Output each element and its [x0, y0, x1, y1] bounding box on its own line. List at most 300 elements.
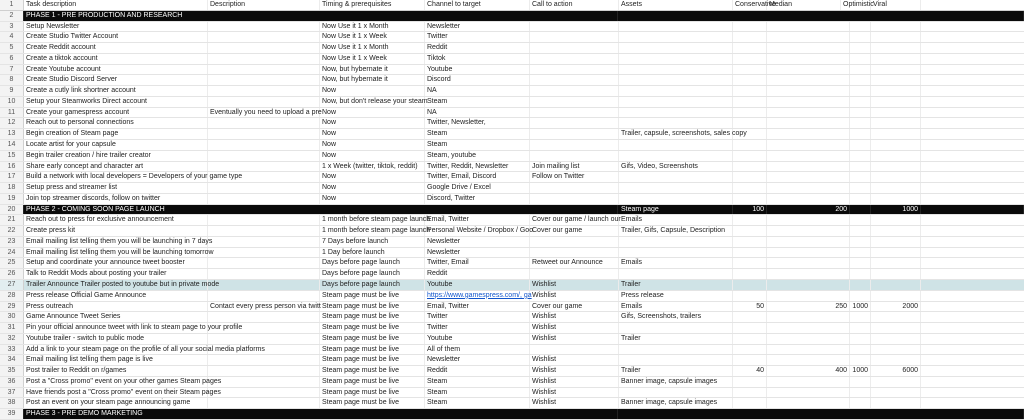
task-cell[interactable]: Email mailing list telling them page is live	[24, 355, 208, 365]
timing-cell[interactable]: Now	[320, 194, 425, 204]
viral-cell[interactable]	[871, 108, 921, 118]
assets-cell[interactable]	[619, 248, 733, 258]
task-cell[interactable]: Setup press and streamer list	[24, 183, 208, 193]
task-cell[interactable]: Create press kit	[24, 226, 208, 236]
row-number[interactable]: 3	[0, 22, 24, 32]
assets-cell[interactable]	[619, 140, 733, 150]
assets-cell[interactable]	[619, 183, 733, 193]
row-number[interactable]: 22	[0, 226, 24, 236]
timing-cell[interactable]: Steam page must be live	[320, 291, 425, 301]
row-number[interactable]: 15	[0, 151, 24, 161]
median-cell[interactable]	[767, 54, 850, 64]
optimistic-cell[interactable]	[850, 22, 871, 32]
empty-cell[interactable]	[921, 398, 1024, 408]
row-number[interactable]: 8	[0, 75, 24, 85]
median-cell[interactable]	[767, 237, 850, 247]
row-number[interactable]: 34	[0, 355, 24, 365]
viral-cell[interactable]	[871, 32, 921, 42]
empty-cell[interactable]	[921, 75, 1024, 85]
row-number[interactable]: 10	[0, 97, 24, 107]
optimistic-cell[interactable]	[850, 355, 871, 365]
timing-cell[interactable]: Now Use it 1 x Month	[320, 43, 425, 53]
conservative-cell[interactable]	[733, 269, 767, 279]
row-number[interactable]: 14	[0, 140, 24, 150]
channel-cell[interactable]: Twitter, Email	[425, 258, 530, 268]
channel-cell[interactable]: Steam	[425, 388, 530, 398]
row-number[interactable]: 27	[0, 280, 24, 290]
cta-cell[interactable]	[530, 151, 619, 161]
channel-cell[interactable]: Youtube	[425, 334, 530, 344]
timing-cell[interactable]: Now, but don't release your steam	[322, 97, 428, 105]
viral-cell[interactable]	[871, 43, 921, 53]
assets-cell[interactable]: Press release	[619, 291, 733, 301]
optimistic-cell[interactable]	[850, 258, 871, 268]
empty-cell[interactable]	[921, 194, 1024, 204]
cta-cell[interactable]	[530, 86, 619, 96]
description-cell[interactable]	[208, 183, 320, 193]
assets-cell[interactable]	[619, 388, 733, 398]
empty-cell[interactable]	[921, 162, 1024, 172]
task-cell[interactable]: Create Studio Twitter Account	[24, 32, 208, 42]
row-number[interactable]: 12	[0, 118, 24, 128]
empty-cell[interactable]	[921, 32, 1024, 42]
cta-cell[interactable]	[530, 65, 619, 75]
cta-cell[interactable]: Wishlist	[530, 366, 619, 376]
conservative-cell[interactable]	[733, 323, 767, 333]
timing-cell[interactable]: 1 month before steam page launch	[322, 227, 431, 235]
median-cell[interactable]	[767, 377, 850, 387]
header-timing[interactable]: Timing & prerequisites	[320, 0, 425, 10]
viral-cell[interactable]: 1000	[871, 205, 921, 215]
phase-title[interactable]: PHASE 1 - PRE PRODUCTION AND RESEARCH	[24, 11, 618, 21]
empty-cell[interactable]	[921, 388, 1024, 398]
channel-cell[interactable]: NA	[425, 108, 530, 118]
viral-cell[interactable]	[871, 54, 921, 64]
median-cell[interactable]	[767, 183, 850, 193]
cta-cell[interactable]: Wishlist	[530, 312, 619, 322]
cta-cell[interactable]: Wishlist	[530, 291, 619, 301]
median-cell[interactable]	[767, 280, 850, 290]
viral-cell[interactable]	[871, 97, 921, 107]
row-number[interactable]: 13	[0, 129, 24, 139]
timing-cell[interactable]: 1 month before steam page launch	[322, 216, 431, 224]
conservative-cell[interactable]	[733, 334, 767, 344]
cta-cell[interactable]	[530, 43, 619, 53]
row-number[interactable]: 33	[0, 345, 24, 355]
description-cell[interactable]	[208, 215, 320, 225]
task-cell[interactable]: Reach out to personal connections	[24, 118, 208, 128]
optimistic-cell[interactable]	[850, 312, 871, 322]
conservative-cell[interactable]: 50	[733, 302, 767, 312]
median-cell[interactable]	[767, 388, 850, 398]
channel-cell[interactable]	[425, 291, 530, 301]
cta-cell[interactable]: Wishlist	[530, 323, 619, 333]
conservative-cell[interactable]	[733, 129, 767, 139]
viral-cell[interactable]	[871, 140, 921, 150]
channel-cell[interactable]: Reddit	[425, 269, 530, 279]
median-cell[interactable]	[767, 97, 850, 107]
optimistic-cell[interactable]	[850, 345, 871, 355]
channel-cell[interactable]: Twitter	[425, 323, 530, 333]
assets-cell[interactable]: Emails	[619, 215, 733, 225]
cta-cell[interactable]: Cover our game	[530, 226, 619, 236]
conservative-cell[interactable]	[733, 108, 767, 118]
timing-cell[interactable]: Now Use it 1 x Week	[320, 32, 425, 42]
optimistic-cell[interactable]	[850, 172, 871, 182]
channel-cell[interactable]: All of them	[425, 345, 530, 355]
timing-cell[interactable]: Steam page must be live	[320, 398, 425, 408]
optimistic-cell[interactable]	[850, 334, 871, 344]
median-cell[interactable]	[767, 194, 850, 204]
viral-cell[interactable]	[871, 22, 921, 32]
description-cell[interactable]	[208, 54, 320, 64]
row-number[interactable]: 18	[0, 183, 24, 193]
assets-cell[interactable]: Trailer	[619, 334, 733, 344]
empty-cell[interactable]	[921, 334, 1024, 344]
description-cell[interactable]	[208, 118, 320, 128]
empty-cell[interactable]	[921, 226, 1024, 236]
description-cell[interactable]: Contact every press person via twitt	[210, 302, 321, 310]
empty-cell[interactable]	[921, 151, 1024, 161]
assets-cell[interactable]: Trailer, Gifs, Capsule, Description	[619, 226, 733, 236]
optimistic-cell[interactable]	[850, 162, 871, 172]
assets-cell[interactable]: Steam page	[619, 205, 733, 215]
optimistic-cell[interactable]	[850, 151, 871, 161]
optimistic-cell[interactable]	[850, 323, 871, 333]
viral-cell[interactable]	[871, 377, 921, 387]
assets-cell[interactable]	[619, 345, 733, 355]
timing-cell[interactable]: 1 Day before launch	[320, 248, 425, 258]
assets-cell[interactable]	[619, 54, 733, 64]
task-cell[interactable]: Join top streamer discords, follow on twitter	[24, 194, 208, 204]
optimistic-cell[interactable]	[850, 86, 871, 96]
conservative-cell[interactable]	[733, 86, 767, 96]
median-cell[interactable]	[767, 248, 850, 258]
optimistic-cell[interactable]	[850, 194, 871, 204]
timing-cell[interactable]: Steam page must be live	[320, 377, 425, 387]
row-number[interactable]: 5	[0, 43, 24, 53]
viral-cell[interactable]	[871, 323, 921, 333]
channel-cell[interactable]: Steam, youtube	[425, 151, 530, 161]
header-viral[interactable]: Viral	[871, 0, 921, 10]
description-cell[interactable]	[208, 258, 320, 268]
conservative-cell[interactable]	[733, 75, 767, 85]
row-number[interactable]: 6	[0, 54, 24, 64]
timing-cell[interactable]: Now	[320, 172, 425, 182]
description-cell[interactable]	[208, 280, 320, 290]
channel-cell[interactable]: Twitter, Newsletter,	[425, 118, 530, 128]
optimistic-cell[interactable]	[850, 226, 871, 236]
channel-cell[interactable]: Tiktok	[425, 54, 530, 64]
viral-cell[interactable]	[871, 388, 921, 398]
conservative-cell[interactable]	[733, 118, 767, 128]
row-number[interactable]: 4	[0, 32, 24, 42]
description-cell[interactable]	[208, 355, 320, 365]
channel-cell[interactable]: Youtube	[425, 65, 530, 75]
median-cell[interactable]	[767, 215, 850, 225]
empty-cell[interactable]	[921, 54, 1024, 64]
task-cell[interactable]: Setup your Steamworks Direct account	[24, 97, 208, 107]
viral-cell[interactable]	[871, 215, 921, 225]
row-number[interactable]: 26	[0, 269, 24, 279]
optimistic-cell[interactable]	[850, 248, 871, 258]
viral-cell[interactable]	[871, 194, 921, 204]
median-cell[interactable]	[767, 75, 850, 85]
header-description[interactable]: Description	[208, 0, 320, 10]
empty-cell[interactable]	[921, 323, 1024, 333]
optimistic-cell[interactable]	[850, 32, 871, 42]
optimistic-cell[interactable]	[850, 291, 871, 301]
description-cell[interactable]	[208, 226, 320, 236]
task-cell[interactable]: Locate artist for your capsule	[24, 140, 208, 150]
conservative-cell[interactable]	[733, 226, 767, 236]
median-cell[interactable]: 200	[767, 205, 850, 215]
viral-cell[interactable]	[871, 334, 921, 344]
median-cell[interactable]	[767, 22, 850, 32]
viral-cell[interactable]	[871, 355, 921, 365]
conservative-cell[interactable]	[733, 32, 767, 42]
assets-cell[interactable]: Banner image, capsule images	[619, 377, 733, 387]
optimistic-cell[interactable]	[850, 65, 871, 75]
assets-cell[interactable]	[619, 151, 733, 161]
empty-cell[interactable]	[921, 129, 1024, 139]
timing-cell[interactable]: Days before page launch	[320, 280, 425, 290]
row-number[interactable]: 19	[0, 194, 24, 204]
empty-cell[interactable]	[921, 248, 1024, 258]
cta-cell[interactable]	[530, 54, 619, 64]
assets-cell[interactable]	[619, 65, 733, 75]
median-cell[interactable]	[767, 323, 850, 333]
channel-cell[interactable]: Personal Website / Dropbox / Goo	[427, 227, 534, 235]
empty-cell[interactable]	[921, 291, 1024, 301]
empty-cell[interactable]	[921, 140, 1024, 150]
viral-cell[interactable]	[871, 398, 921, 408]
median-cell[interactable]	[767, 345, 850, 355]
cta-cell[interactable]: Wishlist	[530, 398, 619, 408]
description-cell[interactable]	[208, 291, 320, 301]
description-cell[interactable]	[208, 312, 320, 322]
optimistic-cell[interactable]	[850, 377, 871, 387]
description-cell[interactable]	[208, 162, 320, 172]
assets-cell[interactable]	[619, 75, 733, 85]
description-cell[interactable]	[208, 129, 320, 139]
row-number[interactable]: 2	[0, 11, 24, 21]
cta-cell[interactable]: Wishlist	[530, 334, 619, 344]
description-cell[interactable]	[208, 194, 320, 204]
timing-cell[interactable]: Days before page launch	[320, 258, 425, 268]
timing-cell[interactable]: Steam page must be live	[320, 323, 425, 333]
timing-cell[interactable]: Days before page launch	[320, 269, 425, 279]
cta-cell[interactable]	[530, 129, 619, 139]
conservative-cell[interactable]	[733, 388, 767, 398]
median-cell[interactable]	[767, 140, 850, 150]
row-number[interactable]: 1	[0, 0, 24, 10]
task-cell[interactable]: Press release Official Game Announce	[24, 291, 208, 301]
assets-cell[interactable]	[619, 118, 733, 128]
assets-cell[interactable]	[619, 22, 733, 32]
empty-cell[interactable]	[921, 11, 1024, 21]
viral-cell[interactable]	[871, 172, 921, 182]
empty-cell[interactable]	[921, 409, 1024, 419]
timing-cell[interactable]: Now	[320, 183, 425, 193]
assets-cell[interactable]	[619, 323, 733, 333]
header-optimistic[interactable]: Optimistic	[843, 1, 874, 8]
description-cell[interactable]	[208, 398, 320, 408]
channel-cell[interactable]: Discord	[425, 75, 530, 85]
cta-cell[interactable]	[530, 345, 619, 355]
median-cell[interactable]	[767, 355, 850, 365]
conservative-cell[interactable]	[733, 345, 767, 355]
timing-cell[interactable]: Now Use it 1 x Week	[320, 54, 425, 64]
task-cell[interactable]: Add a link to your steam page on the profile of all your social media platforms	[26, 345, 265, 353]
gamespress-link[interactable]: https://www.gamespress.com/, ga	[427, 291, 532, 299]
optimistic-cell[interactable]	[850, 269, 871, 279]
header-assets[interactable]: Assets	[619, 0, 733, 10]
cta-cell[interactable]	[530, 237, 619, 247]
task-cell[interactable]: Create a cutly link shortner account	[24, 86, 208, 96]
task-cell[interactable]: Post a "Cross promo" event on your other games Steam pages	[26, 377, 222, 385]
description-cell[interactable]	[208, 334, 320, 344]
row-number[interactable]: 32	[0, 334, 24, 344]
conservative-cell[interactable]	[733, 140, 767, 150]
description-cell[interactable]	[208, 43, 320, 53]
empty-cell[interactable]	[921, 205, 1024, 215]
empty-cell[interactable]	[921, 22, 1024, 32]
task-cell[interactable]: Setup Newsletter	[24, 22, 208, 32]
optimistic-cell[interactable]	[850, 205, 871, 215]
median-cell[interactable]	[767, 226, 850, 236]
task-cell[interactable]: Share early concept and character art	[24, 162, 208, 172]
cta-cell[interactable]	[530, 97, 619, 107]
task-cell[interactable]: Begin creation of Steam page	[24, 129, 208, 139]
conservative-cell[interactable]	[733, 162, 767, 172]
conservative-cell[interactable]	[733, 280, 767, 290]
row-number[interactable]: 38	[0, 398, 24, 408]
optimistic-cell[interactable]	[850, 118, 871, 128]
conservative-cell[interactable]	[733, 22, 767, 32]
header-empty[interactable]	[921, 0, 1024, 10]
task-cell[interactable]: Create Studio Discord Server	[24, 75, 208, 85]
channel-cell[interactable]: Steam	[425, 97, 530, 107]
timing-cell[interactable]: Steam page must be live	[320, 334, 425, 344]
phase-title[interactable]: PHASE 3 - PRE DEMO MARKETING	[24, 409, 618, 419]
viral-cell[interactable]	[871, 226, 921, 236]
cta-cell[interactable]: Join mailing list	[530, 162, 619, 172]
description-cell[interactable]	[208, 32, 320, 42]
empty-cell[interactable]	[921, 237, 1024, 247]
median-cell[interactable]: 250	[767, 302, 850, 312]
header-channel[interactable]: Channel to target	[425, 0, 530, 10]
timing-cell[interactable]: Steam page must be live	[320, 388, 425, 398]
viral-cell[interactable]	[871, 258, 921, 268]
channel-cell[interactable]: Twitter	[425, 312, 530, 322]
conservative-cell[interactable]	[733, 97, 767, 107]
empty-cell[interactable]	[921, 86, 1024, 96]
median-cell[interactable]	[767, 291, 850, 301]
row-number[interactable]: 37	[0, 388, 24, 398]
conservative-cell[interactable]	[733, 151, 767, 161]
channel-cell[interactable]: Newsletter	[425, 355, 530, 365]
timing-cell[interactable]: Steam page must be live	[320, 312, 425, 322]
conservative-cell[interactable]	[733, 258, 767, 268]
optimistic-cell[interactable]: 1000	[850, 302, 871, 312]
empty-cell[interactable]	[921, 366, 1024, 376]
header-task-description[interactable]: Task description	[24, 0, 208, 10]
median-cell[interactable]	[767, 65, 850, 75]
optimistic-cell[interactable]	[850, 280, 871, 290]
cta-cell[interactable]	[530, 194, 619, 204]
header-conservative[interactable]: Conservative	[735, 1, 776, 8]
viral-cell[interactable]	[871, 183, 921, 193]
conservative-cell[interactable]	[733, 172, 767, 182]
optimistic-cell[interactable]	[850, 43, 871, 53]
empty-cell[interactable]	[921, 312, 1024, 322]
description-cell[interactable]	[208, 151, 320, 161]
median-cell[interactable]	[767, 398, 850, 408]
assets-cell[interactable]: Emails	[619, 302, 733, 312]
median-cell[interactable]	[767, 129, 850, 139]
viral-cell[interactable]	[871, 312, 921, 322]
description-cell[interactable]	[208, 237, 320, 247]
cta-cell[interactable]	[530, 140, 619, 150]
median-cell[interactable]	[767, 32, 850, 42]
assets-cell[interactable]: Gifs, Screenshots, trailers	[619, 312, 733, 322]
description-cell[interactable]: Eventually you need to upload a pre	[210, 108, 322, 116]
description-cell[interactable]	[208, 86, 320, 96]
channel-cell[interactable]: Reddit	[425, 366, 530, 376]
empty-cell[interactable]	[921, 280, 1024, 290]
empty-cell[interactable]	[921, 183, 1024, 193]
median-cell[interactable]	[767, 162, 850, 172]
assets-cell[interactable]	[619, 108, 733, 118]
conservative-cell[interactable]	[733, 183, 767, 193]
timing-cell[interactable]: Now	[320, 151, 425, 161]
empty-cell[interactable]	[921, 215, 1024, 225]
description-cell[interactable]	[208, 65, 320, 75]
channel-cell[interactable]: NA	[425, 86, 530, 96]
timing-cell[interactable]: Steam page must be live	[320, 302, 425, 312]
task-cell[interactable]: Have friends post a "Cross promo" event on their Steam pages	[26, 388, 221, 396]
description-cell[interactable]	[208, 75, 320, 85]
conservative-cell[interactable]	[733, 312, 767, 322]
timing-cell[interactable]: 7 Days before launch	[320, 237, 425, 247]
cta-cell[interactable]: Cover our game / launch our	[532, 216, 621, 224]
description-cell[interactable]	[208, 323, 320, 333]
empty-cell[interactable]	[921, 377, 1024, 387]
row-number[interactable]: 11	[0, 108, 24, 118]
description-cell[interactable]	[208, 388, 320, 398]
channel-cell[interactable]: Reddit	[425, 43, 530, 53]
viral-cell[interactable]: 2000	[871, 302, 921, 312]
empty-cell[interactable]	[921, 258, 1024, 268]
viral-cell[interactable]	[871, 280, 921, 290]
viral-cell[interactable]	[871, 162, 921, 172]
timing-cell[interactable]: Now, but hybernate it	[320, 75, 425, 85]
conservative-cell[interactable]	[733, 248, 767, 258]
row-number[interactable]: 17	[0, 172, 24, 182]
assets-cell[interactable]	[619, 269, 733, 279]
task-cell[interactable]: Create Youtube account	[24, 65, 208, 75]
task-cell[interactable]: Talk to Reddit Mods about posting your trailer	[24, 269, 208, 279]
row-number[interactable]: 30	[0, 312, 24, 322]
cta-cell[interactable]: Wishlist	[530, 280, 619, 290]
timing-cell[interactable]: Now, but hybernate it	[320, 65, 425, 75]
cta-cell[interactable]: Wishlist	[530, 388, 619, 398]
viral-cell[interactable]	[871, 65, 921, 75]
empty-cell[interactable]	[921, 302, 1024, 312]
empty-cell[interactable]	[921, 172, 1024, 182]
cta-cell[interactable]	[530, 32, 619, 42]
